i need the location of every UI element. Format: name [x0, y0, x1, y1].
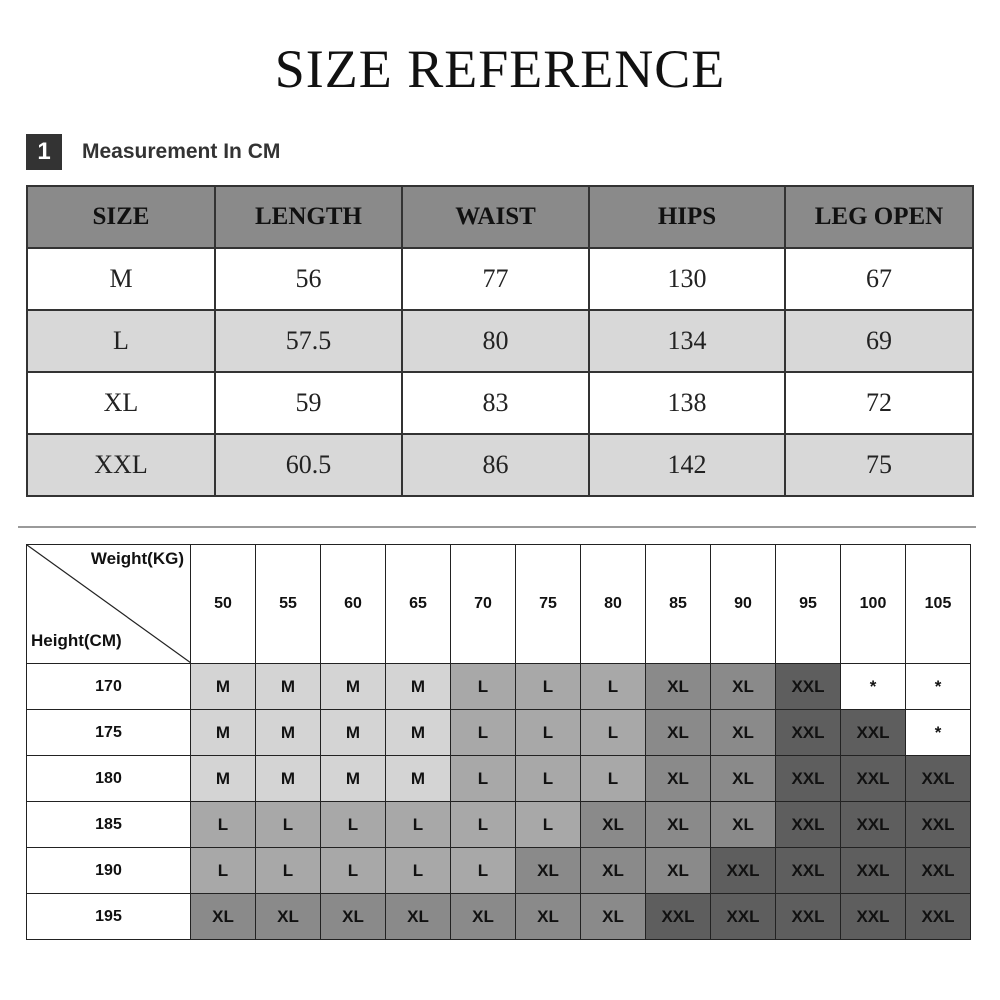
size-cell: XXL: [646, 894, 711, 940]
measurement-cell: 67: [785, 248, 973, 310]
size-cell: M: [386, 710, 451, 756]
weight-header-cell: 65: [386, 545, 451, 664]
height-label-cell: 170: [27, 664, 191, 710]
size-cell: XXL: [906, 802, 971, 848]
measurement-cell: 83: [402, 372, 589, 434]
measurement-cell: 57.5: [215, 310, 402, 372]
size-cell: *: [841, 664, 906, 710]
size-cell: L: [516, 802, 581, 848]
size-cell: XL: [581, 802, 646, 848]
measurement-cell: 59: [215, 372, 402, 434]
size-cell: L: [516, 756, 581, 802]
size-cell: XXL: [776, 756, 841, 802]
size-cell: XL: [581, 894, 646, 940]
weight-header-cell: 70: [451, 545, 516, 664]
weight-header-cell: 60: [321, 545, 386, 664]
size-cell: XL: [256, 894, 321, 940]
size-cell: XL: [646, 756, 711, 802]
size-cell: L: [581, 664, 646, 710]
size-cell: XL: [711, 756, 776, 802]
size-cell: M: [321, 756, 386, 802]
section-header: [26, 134, 280, 170]
measurement-header-size: SIZE: [27, 186, 215, 248]
size-cell: XXL: [841, 894, 906, 940]
size-cell: XXL: [906, 894, 971, 940]
size-cell: M: [256, 710, 321, 756]
size-cell: XXL: [776, 710, 841, 756]
measurement-cell: 138: [589, 372, 785, 434]
size-cell: XXL: [841, 710, 906, 756]
measurement-cell: 80: [402, 310, 589, 372]
measurement-cell: L: [27, 310, 215, 372]
size-cell: M: [256, 756, 321, 802]
size-cell: L: [516, 710, 581, 756]
size-cell: XL: [451, 894, 516, 940]
weight-header-cell: 95: [776, 545, 841, 664]
size-cell: XL: [646, 848, 711, 894]
size-cell: XXL: [711, 894, 776, 940]
measurement-cell: M: [27, 248, 215, 310]
size-cell: XXL: [841, 848, 906, 894]
size-cell: L: [581, 756, 646, 802]
measurement-cell: 60.5: [215, 434, 402, 496]
weight-header-cell: 85: [646, 545, 711, 664]
size-cell: L: [321, 802, 386, 848]
size-cell: L: [321, 848, 386, 894]
size-cell: XXL: [841, 802, 906, 848]
measurement-header-hips: HIPS: [589, 186, 785, 248]
size-cell: L: [451, 664, 516, 710]
size-cell: L: [256, 848, 321, 894]
size-cell: XL: [646, 802, 711, 848]
weight-header-cell: 50: [191, 545, 256, 664]
size-cell: XXL: [776, 848, 841, 894]
size-cell: XL: [386, 894, 451, 940]
measurement-cell: XXL: [27, 434, 215, 496]
size-cell: XXL: [841, 756, 906, 802]
measurement-header-row: [27, 186, 973, 248]
size-cell: L: [386, 848, 451, 894]
section-number-badge: 1: [26, 134, 62, 170]
measurement-header-waist: WAIST: [402, 186, 589, 248]
corner-header-cell: [27, 545, 191, 664]
size-cell: XXL: [776, 894, 841, 940]
measurement-header-leg-open: LEG OPEN: [785, 186, 973, 248]
measurement-cell: 77: [402, 248, 589, 310]
measurement-table: [26, 185, 974, 497]
height-row: [27, 802, 971, 848]
measurement-cell: 75: [785, 434, 973, 496]
measurement-row: [27, 248, 973, 310]
size-cell: XXL: [906, 848, 971, 894]
height-row: [27, 710, 971, 756]
size-cell: M: [386, 664, 451, 710]
size-cell: XL: [711, 664, 776, 710]
size-cell: XL: [516, 894, 581, 940]
size-cell: M: [321, 664, 386, 710]
height-row: [27, 664, 971, 710]
weight-axis-label: Weight(KG): [90, 549, 184, 568]
size-cell: M: [191, 710, 256, 756]
weight-header-cell: 90: [711, 545, 776, 664]
size-cell: L: [191, 802, 256, 848]
size-cell: L: [451, 756, 516, 802]
measurement-cell: 72: [785, 372, 973, 434]
height-label-cell: 190: [27, 848, 191, 894]
section-label: Measurement In CM: [82, 140, 281, 163]
size-cell: XL: [646, 710, 711, 756]
size-cell: XL: [516, 848, 581, 894]
measurement-row: [27, 434, 973, 496]
height-row: [27, 756, 971, 802]
size-cell: XXL: [711, 848, 776, 894]
measurement-header-length: LENGTH: [215, 186, 402, 248]
size-cell: XL: [646, 664, 711, 710]
measurement-cell: 142: [589, 434, 785, 496]
weight-header-cell: 75: [516, 545, 581, 664]
height-label-cell: 195: [27, 894, 191, 940]
measurement-cell: XL: [27, 372, 215, 434]
height-label-cell: 180: [27, 756, 191, 802]
height-axis-label: Height(CM): [31, 631, 122, 650]
measurement-row: [27, 372, 973, 434]
size-cell: XL: [581, 848, 646, 894]
height-label-cell: 175: [27, 710, 191, 756]
weight-header-cell: 105: [906, 545, 971, 664]
size-cell: M: [256, 664, 321, 710]
size-cell: L: [386, 802, 451, 848]
size-cell: L: [451, 848, 516, 894]
size-cell: XL: [711, 802, 776, 848]
page-title: SIZE REFERENCE: [274, 39, 726, 99]
size-cell: M: [386, 756, 451, 802]
size-cell: M: [191, 664, 256, 710]
measurement-cell: 86: [402, 434, 589, 496]
measurement-row: [27, 310, 973, 372]
size-cell: XL: [191, 894, 256, 940]
size-cell: M: [191, 756, 256, 802]
size-fit-chart: [26, 544, 971, 940]
size-cell: XL: [321, 894, 386, 940]
size-cell: L: [256, 802, 321, 848]
size-cell: XL: [711, 710, 776, 756]
height-row: [27, 894, 971, 940]
height-row: [27, 848, 971, 894]
measurement-cell: 134: [589, 310, 785, 372]
size-cell: L: [191, 848, 256, 894]
size-cell: L: [451, 802, 516, 848]
size-cell: XXL: [906, 756, 971, 802]
height-label-cell: 185: [27, 802, 191, 848]
size-cell: *: [906, 664, 971, 710]
section-divider: [18, 526, 976, 528]
size-cell: XXL: [776, 802, 841, 848]
weight-header-cell: 80: [581, 545, 646, 664]
size-cell: L: [451, 710, 516, 756]
weight-header-row: [27, 545, 971, 664]
size-cell: L: [581, 710, 646, 756]
weight-header-cell: 55: [256, 545, 321, 664]
measurement-cell: 56: [215, 248, 402, 310]
weight-header-cell: 100: [841, 545, 906, 664]
size-cell: XXL: [776, 664, 841, 710]
size-cell: L: [516, 664, 581, 710]
measurement-cell: 130: [589, 248, 785, 310]
size-cell: *: [906, 710, 971, 756]
measurement-cell: 69: [785, 310, 973, 372]
size-cell: M: [321, 710, 386, 756]
